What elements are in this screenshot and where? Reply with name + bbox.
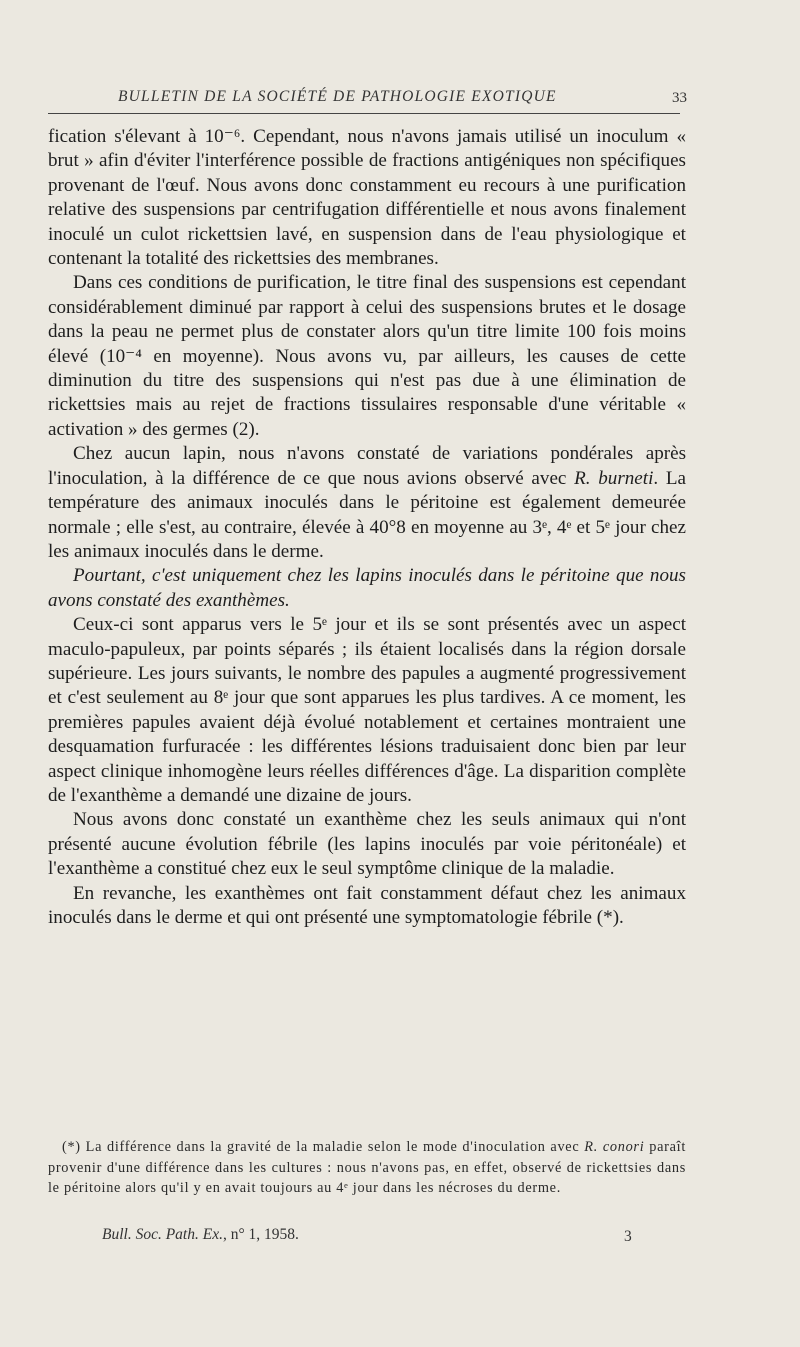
signature-mark: 3: [624, 1228, 632, 1245]
running-title: BULLETIN DE LA SOCIÉTÉ DE PATHOLOGIE EXOTIQUE: [118, 88, 557, 105]
footnote-text: [48, 1137, 686, 1199]
paragraph-1: fication s'élevant à 10⁻⁶. Cependant, nous n'avons jamais utilisé un inoculum « brut » afin d'éviter l'interférence possible de fractions antigéniques non spécifiques provenant de l'œuf. Nous avons donc constamment eu recours à une purification relative des suspensions par centrifugation différentielle et nous avons finalement inoculé un culot rickettsien lavé, en suspension dans de l'eau physiologique et contenant la totalité des rickettsies des membranes.: [48, 126, 686, 270]
page-number: 33: [672, 90, 687, 106]
paragraph-2: Dans ces conditions de purification, le titre final des suspensions est cependant considérablement diminué par rapport à celui des suspensions brutes et le dosage dans la peau ne permet plus de constater alors qu'un titre limite 100 fois moins élevé (10⁻⁴ en moyenne). Nous avons vu, par ailleurs, les causes de cette diminution du titre des suspensions qui n'est pas due à une élimination de rickettsies mais au rejet de fractions tissulaires responsable d'une véritable « activation » des germes (2).: [48, 272, 686, 440]
journal-citation: Bull. Soc. Path. Ex.: [102, 1226, 223, 1243]
page-footer: [102, 1226, 642, 1244]
footnote-species: R. conori: [584, 1139, 645, 1155]
article-body: [48, 125, 686, 930]
paragraph-3: [48, 442, 686, 564]
footnote-end: paraît provenir d'une différence dans les cultures : nous n'avons pas, en effet, observé de rickettsies dans le péritoine alors qu'il y en avait toujours au 4ᵉ jour dans les nécroses du derme.: [48, 1139, 686, 1197]
footnote: [48, 1137, 686, 1199]
paragraph-4-italic: Pourtant, c'est uniquement chez les lapins inoculés dans le péritoine que nous avons constaté des exanthèmes.: [48, 565, 686, 611]
header-rule: [48, 113, 680, 114]
paragraph-3-end: . La température des animaux inoculés dans le péritoine est également demeurée normale ; elle s'est, au contraire, élevée à 40°8 en moyenne au 3ᵉ, 4ᵉ et 5ᵉ jour chez les animaux inoculés dans le derme.: [48, 467, 687, 562]
paragraph-7: En revanche, les exanthèmes ont fait constamment défaut chez les animaux inoculés dans le derme et qui ont présenté une symptomatologie fébrile (*).: [48, 882, 686, 928]
footnote-start: (*) La différence dans la gravité de la maladie selon le mode d'inoculation avec: [62, 1139, 585, 1155]
species-name: R. burneti: [574, 467, 654, 489]
journal-issue: , n° 1, 1958.: [222, 1226, 299, 1243]
paragraph-5: Ceux-ci sont apparus vers le 5ᵉ jour et ils se sont présentés avec un aspect maculo-papuleux, par points séparés ; ils étaient localisés dans la région dorsale supérieure. Les jours suivants, le nombre des papules a augmenté progressivement et c'est seulement au 8ᵉ jour que sont apparues les plus tardives. A ce moment, les premières papules avaient déjà évolué notablement et certaines montraient une desquamation furfuracée : les différentes lésions traduisaient donc bien par leur aspect clinique inhomogène leurs réelles différences d'âge. La disparition complète de l'exanthème a demandé une dizaine de jours.: [48, 614, 686, 806]
paragraph-6: Nous avons donc constaté un exanthème chez les seuls animaux qui n'ont présenté aucune évolution fébrile (les lapins inoculés par voie péritonéale) et l'exanthème a constitué chez eux le seul symptôme clinique de la maladie.: [48, 809, 686, 880]
paragraph-3-start: Chez aucun lapin, nous n'avons constaté de variations pondérales après l'inoculation, à la différence de ce que nous avions observé avec: [48, 443, 686, 489]
